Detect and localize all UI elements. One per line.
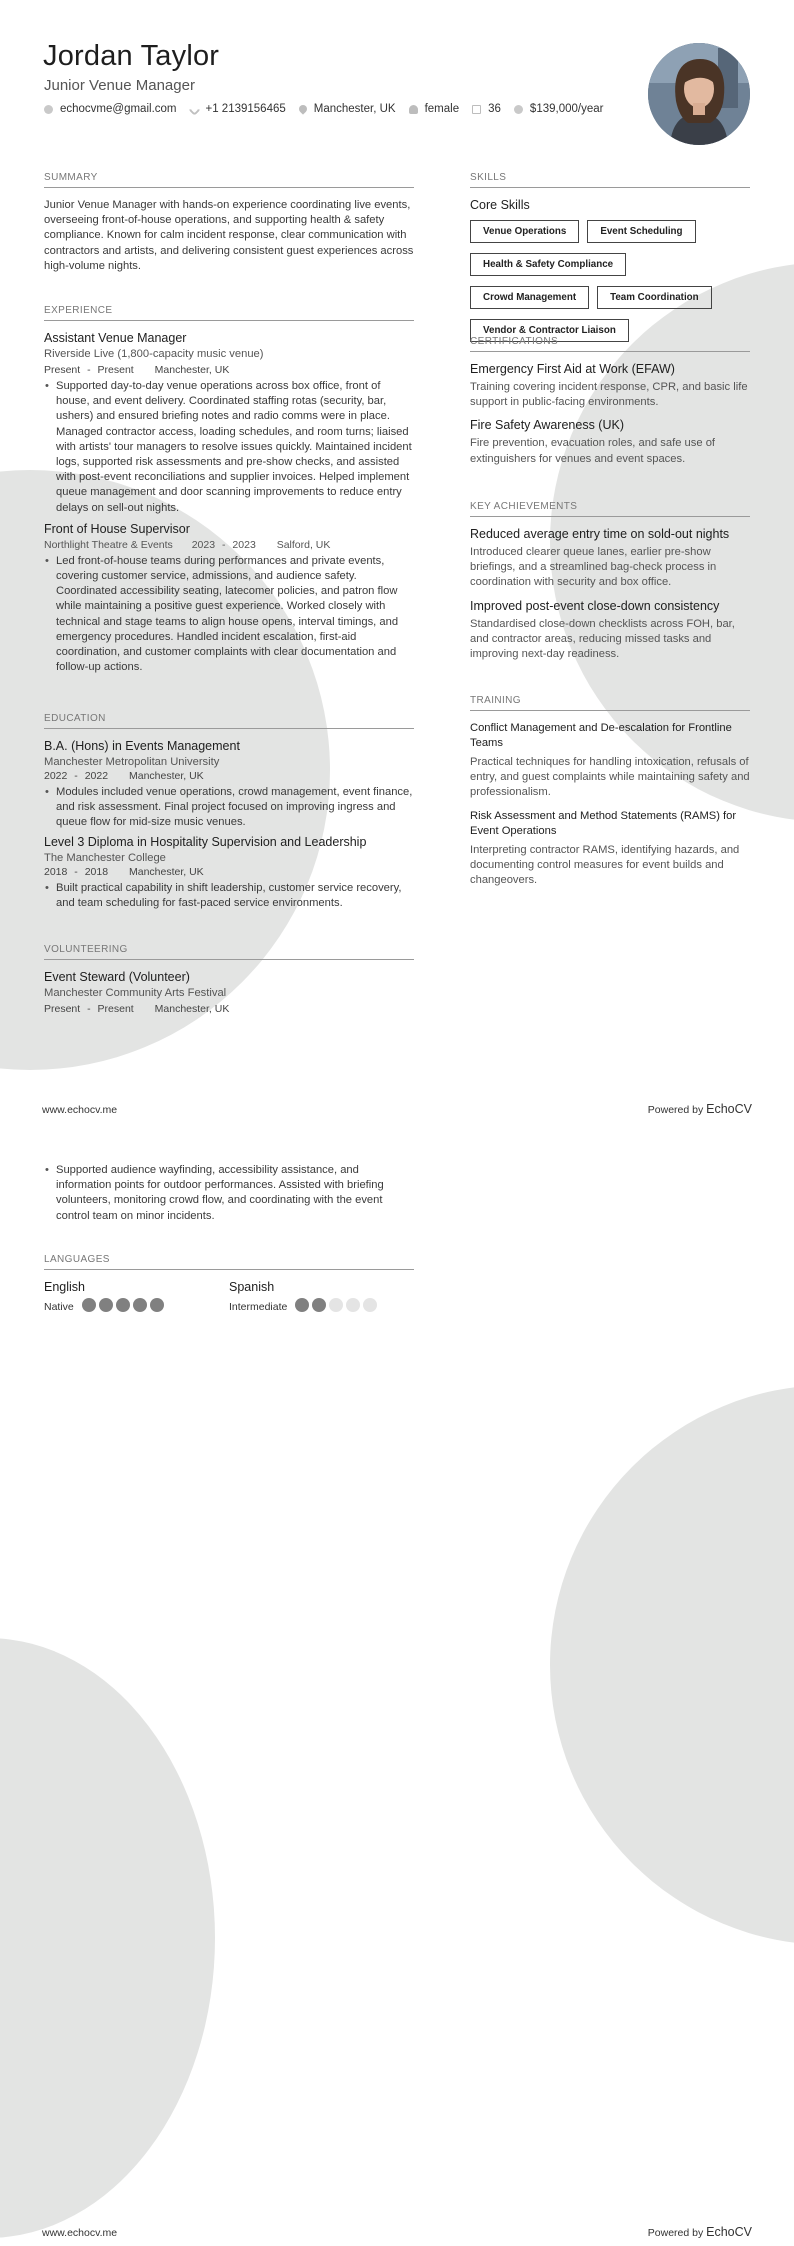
contact-phone-text: +1 2139156465 xyxy=(205,103,286,115)
date-sep: - xyxy=(87,1003,91,1015)
rating-dot-filled xyxy=(295,1298,309,1312)
experience-org: Riverside Live (1,800-capacity music venue) xyxy=(44,348,264,360)
language-level: Intermediate xyxy=(229,1300,288,1313)
education-bullets xyxy=(44,881,414,911)
education-bullet: • Modules included venue operations, crowd management, event finance, and risk assessment. Final project focused on improving ingress and queue flow for mid-size music venues. xyxy=(44,785,414,831)
education-entry xyxy=(44,835,414,911)
language-level-row xyxy=(229,1298,414,1315)
contact-location-text: Manchester, UK xyxy=(313,103,396,115)
skill-tag: Health & Safety Compliance xyxy=(470,253,626,276)
language-name: English xyxy=(44,1280,85,1294)
language-level-row xyxy=(44,1298,229,1315)
resume-page-2 xyxy=(0,1123,794,2246)
skill-tag: Crowd Management xyxy=(470,286,589,309)
education-dates xyxy=(44,770,414,782)
languages-grid xyxy=(44,1280,414,1315)
section-title-education: EDUCATION xyxy=(44,713,414,729)
achievement-desc: Introduced clearer queue lanes, earlier pre-show briefings, and a streamlined bag-check process in coordination with security and box office. xyxy=(470,546,717,589)
rating-dot-empty xyxy=(329,1298,343,1312)
training-name: Risk Assessment and Method Statements (RAMS) for Event Operations xyxy=(470,809,737,837)
summary-text: Junior Venue Manager with hands-on experience coordinating live events, overseeing front-of-house operations, and supporting health & safety compliance. Known for calm incident response, clear communication with contractors and artists, and delivering consistent guest experiences across high-volume nights. xyxy=(44,199,414,272)
phone-icon xyxy=(188,103,201,116)
section-title-volunteering: VOLUNTEERING xyxy=(44,944,414,960)
skill-tag: Venue Operations xyxy=(470,220,579,243)
date-end: Present xyxy=(97,364,134,376)
experience-role: Assistant Venue Manager xyxy=(44,331,187,345)
education-section xyxy=(44,713,414,911)
date-start: 2018 xyxy=(44,865,68,878)
certification-desc: Fire prevention, evacuation roles, and safe use of extinguishers for venues and event spaces. xyxy=(470,437,716,465)
rating-dot-empty xyxy=(346,1298,360,1312)
language-rating xyxy=(295,1298,380,1315)
date-end: Present xyxy=(97,1003,134,1015)
gender-icon xyxy=(409,105,418,114)
experience-location: Manchester, UK xyxy=(154,364,230,376)
date-start: Present xyxy=(44,1003,81,1015)
experience-org: Northlight Theatre & Events xyxy=(44,538,173,551)
education-entry xyxy=(44,739,414,831)
education-location: Manchester, UK xyxy=(128,865,204,878)
education-dates xyxy=(44,866,414,878)
experience-bullet: • Supported day-to-day venue operations across box office, front of house, and event delivery. Coordinated staffing rotas (security, bar, ushers) and ensured briefing notes and radio comms were in place. Managed contractor access, loading schedules, and room turns; liaised with artists' tour managers to resolve issues quickly. Maintained incident logs, supported risk assessments and pre-show checks, and assisted with post-event reconciliations and supplier invoices. Helped implement queue management and door scanning improvements to reduce entry delays on sell-out nights. xyxy=(44,379,414,516)
education-bullets xyxy=(44,785,414,831)
achievement-name: Reduced average entry time on sold-out nights xyxy=(470,527,730,541)
rating-dot-filled xyxy=(312,1298,326,1312)
education-degree: B.A. (Hons) in Events Management xyxy=(44,739,240,753)
email-icon xyxy=(44,105,53,114)
achievement-desc: Standardised close-down checklists across FOH, bar, and contractor areas, reducing missed tasks and improving next-day readiness. xyxy=(470,617,735,661)
experience-entry xyxy=(44,331,414,516)
date-end: 2022 xyxy=(84,770,109,782)
avatar xyxy=(648,43,750,145)
date-end: 2018 xyxy=(84,865,109,878)
section-title-experience: EXPERIENCE xyxy=(44,305,414,321)
section-title-training: TRAINING xyxy=(470,695,750,711)
skills-section xyxy=(470,172,750,352)
skill-tag: Team Coordination xyxy=(597,286,712,309)
certification-name: Emergency First Aid at Work (EFAW) xyxy=(470,362,675,376)
section-title-summary: SUMMARY xyxy=(44,172,414,188)
experience-bullets xyxy=(44,554,414,676)
footer-link[interactable]: www.echocv.me xyxy=(42,2227,118,2239)
skill-tag: Event Scheduling xyxy=(587,220,695,243)
language-item xyxy=(229,1280,414,1315)
skill-tag: Vendor & Contractor Liaison xyxy=(470,319,629,342)
training-desc: Interpreting contractor RAMS, identifying hazards, and documenting control measures for event builds and changeovers. xyxy=(470,843,740,887)
brand-name: EchoCV xyxy=(706,2225,752,2239)
age-icon xyxy=(472,105,481,114)
powered-by-label: Powered by xyxy=(647,1104,704,1116)
volunteering-section xyxy=(44,944,414,1018)
rating-dot-filled xyxy=(116,1298,130,1312)
achievements-section xyxy=(470,501,750,670)
experience-bullets xyxy=(44,379,414,516)
experience-dates xyxy=(44,364,414,376)
contact-salary-text: $139,000/year xyxy=(529,103,604,115)
contact-email-text: echocvme@gmail.com xyxy=(60,103,177,115)
section-title-skills: SKILLS xyxy=(470,172,750,188)
education-location: Manchester, UK xyxy=(128,770,204,782)
summary-section xyxy=(44,172,414,274)
skills-group-title: Core Skills xyxy=(470,198,530,212)
volunteering-bullets xyxy=(44,1163,414,1224)
volunteering-bullet: • Supported audience wayfinding, accessibility assistance, and information points for outdoor performances. Assisted with briefing volunteers, monitoring crowd flow, and coordinating with the event control team on minor incidents. xyxy=(44,1163,414,1224)
training-name: Conflict Management and De-escalation for Frontline Teams xyxy=(470,722,732,749)
certifications-section xyxy=(470,336,750,475)
contact-salary xyxy=(514,103,604,115)
location-icon xyxy=(297,103,308,114)
footer-brand[interactable] xyxy=(648,1102,752,1116)
salary-icon xyxy=(514,105,523,114)
language-level: Native xyxy=(44,1300,74,1313)
skills-tags xyxy=(470,220,750,352)
date-start: 2022 xyxy=(44,770,68,782)
achievement-name: Improved post-event close-down consistency xyxy=(470,598,720,613)
volunteering-location: Manchester, UK xyxy=(154,1003,230,1015)
contact-gender-text: female xyxy=(424,103,460,115)
date-sep: - xyxy=(87,364,91,376)
languages-section xyxy=(44,1254,414,1315)
powered-by-label: Powered by xyxy=(647,2227,704,2239)
section-title-certifications: CERTIFICATIONS xyxy=(470,336,750,352)
certification-desc: Training covering incident response, CPR, and basic life support in public-facing environments. xyxy=(470,381,748,409)
date-sep: - xyxy=(222,538,226,551)
candidate-title: Junior Venue Manager xyxy=(44,77,195,94)
brand-name: EchoCV xyxy=(706,1102,752,1116)
training-section xyxy=(470,695,750,896)
date-sep: - xyxy=(74,770,78,782)
contact-location xyxy=(299,103,396,115)
avatar-portrait-icon xyxy=(648,43,750,145)
experience-org-dates xyxy=(44,539,414,551)
experience-location: Salford, UK xyxy=(276,538,331,551)
footer-brand[interactable] xyxy=(648,2225,752,2239)
section-title-languages: LANGUAGES xyxy=(44,1254,414,1270)
language-item xyxy=(44,1280,229,1315)
volunteering-dates xyxy=(44,1003,414,1015)
date-end: 2023 xyxy=(232,538,256,551)
decorative-circle xyxy=(550,1385,794,1945)
rating-dot-filled xyxy=(150,1298,164,1312)
education-school: The Manchester College xyxy=(44,851,166,864)
rating-dot-empty xyxy=(363,1298,377,1312)
contact-age-text: 36 xyxy=(488,103,501,115)
experience-section xyxy=(44,305,414,675)
language-name: Spanish xyxy=(229,1280,275,1294)
contact-row xyxy=(44,103,616,115)
contact-phone[interactable] xyxy=(190,103,286,115)
experience-entry xyxy=(44,522,414,676)
rating-dot-filled xyxy=(133,1298,147,1312)
rating-dot-filled xyxy=(82,1298,96,1312)
contact-email[interactable] xyxy=(44,103,177,115)
date-start: Present xyxy=(44,364,81,376)
volunteering-org: Manchester Community Arts Festival xyxy=(44,987,227,999)
candidate-name: Jordan Taylor xyxy=(43,40,220,72)
language-rating xyxy=(82,1298,167,1315)
education-degree: Level 3 Diploma in Hospitality Supervision and Leadership xyxy=(44,834,367,849)
experience-role: Front of House Supervisor xyxy=(44,521,190,536)
training-desc: Practical techniques for handling intoxication, refusals of entry, and guest complaints while maintaining safety and professionalism. xyxy=(470,756,750,799)
rating-dot-filled xyxy=(99,1298,113,1312)
date-sep: - xyxy=(74,865,78,878)
certification-name: Fire Safety Awareness (UK) xyxy=(470,418,624,433)
decorative-circle xyxy=(0,1638,215,2238)
date-start: 2023 xyxy=(191,538,216,551)
section-title-achievements: KEY ACHIEVEMENTS xyxy=(470,501,750,517)
contact-age xyxy=(472,103,501,115)
experience-bullet: • Led front-of-house teams during performances and private events, covering customer service, admissions, and audience safety. Coordinated accessibility seating, latecomer policies, and patron flow while maintaining a positive guest experience. Worked closely with technical and stage teams to align house opens, interval timings, and emergency procedures. Handled incident escalation, first-aid coordination, and customer complaints with clear documentation and follow-up actions. xyxy=(44,554,414,676)
volunteering-role: Event Steward (Volunteer) xyxy=(44,970,190,984)
education-bullet: • Built practical capability in shift leadership, customer service recovery, and team scheduling for fast-paced service environments. xyxy=(44,881,414,911)
contact-gender xyxy=(409,103,460,115)
education-school: Manchester Metropolitan University xyxy=(44,756,220,768)
volunteering-continued xyxy=(44,1163,414,1224)
footer-link[interactable]: www.echocv.me xyxy=(42,1104,118,1116)
